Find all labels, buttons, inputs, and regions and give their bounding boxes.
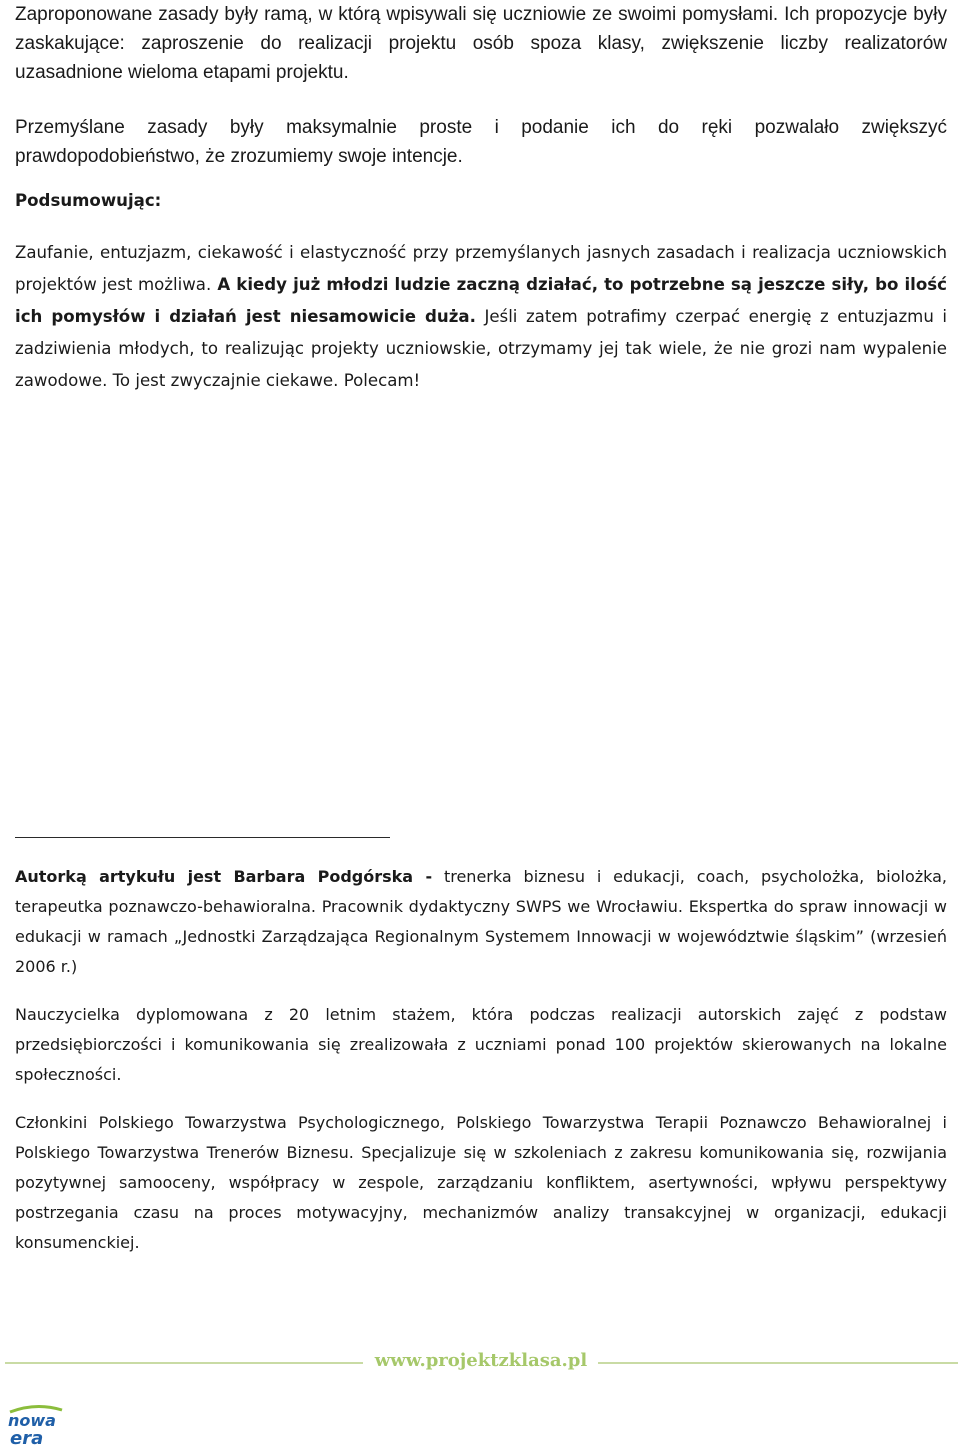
summary-text-a: Zaufanie, entuzjazm, ciekawość i elastyczność przy przemyślanych jasnych zasadach i realizacja uczniowskich projektów jest możliwa. <box>15 243 947 294</box>
logo-word-era: era <box>10 1428 44 1448</box>
footer-rule-left <box>5 1362 363 1364</box>
author-lead-rest: trenerka biznesu i edukacji, coach, psycholożka, biolożka, terapeutka poznawczo-behawioralna. Pracownik dydaktyczny SWPS we Wrocławiu. Ekspertka do spraw innowacji w edukacji w ramach „Jednostki Zarządzająca Regionalnym Systemem Innowacji w województwie śląskim” (wrzesień 2006 r.) <box>15 867 948 976</box>
summary-heading: Podsumowując: <box>15 191 162 210</box>
logo-word-nowa: nowa <box>8 1411 56 1430</box>
author-bio <box>15 862 947 1258</box>
footer-rule-right <box>598 1362 958 1364</box>
author-lead: Autorką artykułu jest Barbara Podgórska - <box>15 867 433 886</box>
author-paragraph-2: Nauczycielka dyplomowana z 20 letnim stażem, która podczas realizacji autorskich zajęć z podstaw przedsiębiorczości i komunikowania się zrealizowała z uczniami ponad 100 projektów skierowanych na lokalne społeczności. <box>15 1005 947 1084</box>
separator-rule <box>15 837 390 838</box>
author-paragraph-3: Członkini Polskiego Towarzystwa Psychologicznego, Polskiego Towarzystwa Terapii Poznawczo Behawioralnej i Polskiego Towarzystwa Trenerów Biznesu. Specjalizuje się w szkoleniach z zakresu komunikowania się, rozwijania pozytywnej samooceny, współpracy w zespole, zarządzaniu konfliktem, asertywności, wpływu perspektywy postrzegania czasu na proces motywacyjny, mechanizmów analizy transakcyjnej w organizacji, edukacji konsumenckiej. <box>15 1113 947 1252</box>
footer-website-link[interactable]: www.projektzklasa.pl <box>374 1350 588 1371</box>
document-page <box>15 0 947 397</box>
author-paragraph-1 <box>15 862 947 982</box>
intro-paragraph: Zaproponowane zasady były ramą, w którą wpisywali się uczniowie ze swoimi pomysłami. Ich propozycje były zaskakujące: zaproszenie do realizacji projektu osób spoza klasy, zwiększenie liczby realizatorów uzasadnione wieloma etapami projektu. <box>15 4 947 83</box>
summary-text-b: A kiedy już młodzi ludzie zaczną działać, to potrzebne są jeszcze siły, bo ilość ich pomysłów i działań jest niesamowicie duża. <box>15 275 947 326</box>
nowa-era-logo <box>6 1402 66 1448</box>
summary-text-c: Jeśli zatem potrafimy czerpać energię z entuzjazmu i zadziwienia młodych, to realizując projekty uczniowskie, otrzymamy jej tak wiele, że nie grozi nam wypalenie zawodowe. To jest zwyczajnie ciekawe. Polecam! <box>15 307 947 390</box>
summary-paragraph <box>15 237 947 397</box>
intro-paragraph-2: Przemyślane zasady były maksymalnie proste i podanie ich do ręki pozwalało zwiększyć prawdopodobieństwo, że zrozumiemy swoje intencje. <box>15 117 947 167</box>
